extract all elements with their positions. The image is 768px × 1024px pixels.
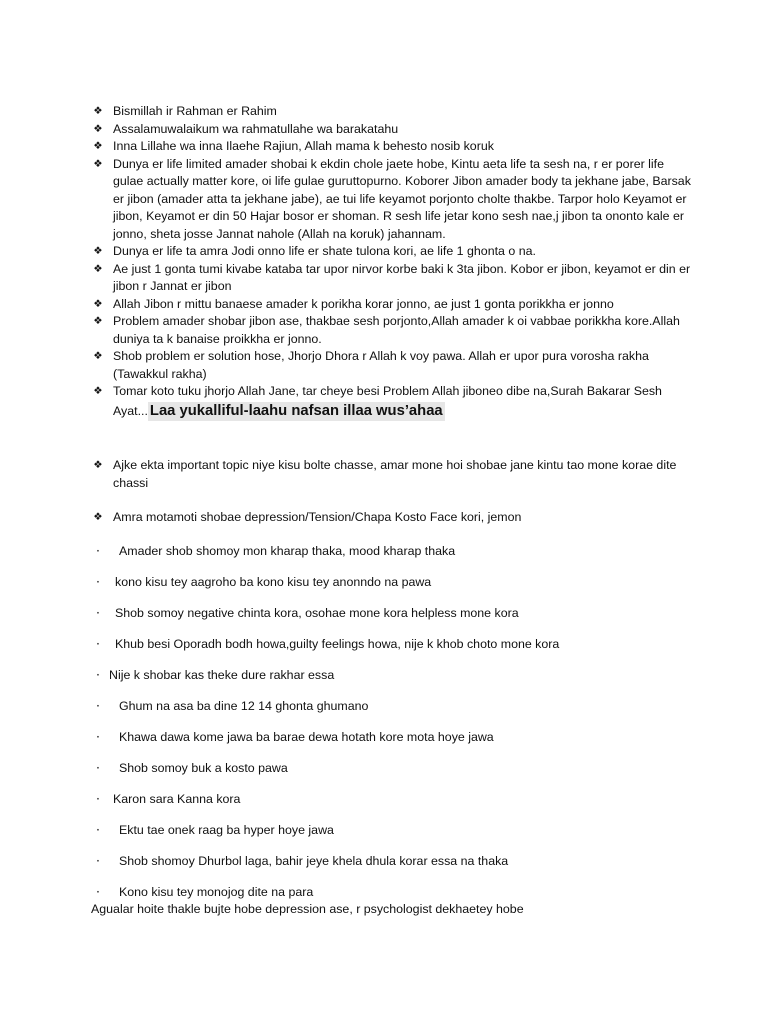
list-item-text: Ektu tae onek raag ba hyper hoye jawa bbox=[119, 823, 334, 837]
dot-bullet-icon: · bbox=[96, 822, 100, 837]
list-item-text: Amader shob shomoy mon kharap thaka, mood kharap thaka bbox=[119, 544, 456, 558]
dot-bullet-icon: · bbox=[96, 853, 100, 868]
dot-bullet-icon: · bbox=[96, 729, 100, 744]
dot-bullet-icon: · bbox=[96, 574, 100, 589]
list-item bbox=[91, 821, 691, 840]
list-item-text: Problem amader shobar jibon ase, thakbae sesh porjonto,Allah amader k oi vabbae porikkha kore.Allah duniya ta k banaise proikkha er jonno. bbox=[113, 314, 680, 346]
diamond-bullet-icon: ❖ bbox=[93, 385, 103, 397]
list-item bbox=[91, 313, 691, 348]
list-item-text: Ae just 1 gonta tumi kivabe kataba tar upor nirvor korbe baki k 3ta jibon. Kobor er jibon, keyamot er din er jibon r Jannat er jibon bbox=[113, 261, 691, 293]
dot-bullet-icon: · bbox=[96, 760, 100, 775]
list-item-text: Karon sara Kanna kora bbox=[113, 792, 241, 806]
list-item-text: Khawa dawa kome jawa ba barae dewa hotath kore mota hoye jawa bbox=[119, 730, 494, 744]
dot-bullet-icon: · bbox=[96, 884, 100, 899]
list-item-text: Tomar koto tuku jhorjo Allah Jane, tar cheye besi Problem Allah jiboneo dibe na,Surah Bakarar Sesh bbox=[113, 384, 662, 398]
list-item-text: Assalamuwalaikum wa rahmatullahe wa barakatahu bbox=[113, 121, 399, 136]
ayat-prefix: Ayat... bbox=[113, 403, 148, 418]
diamond-bullet-icon: ❖ bbox=[93, 105, 103, 117]
list-item bbox=[91, 852, 691, 871]
dot-bullet-icon: · bbox=[96, 543, 100, 558]
list-item-text: Shob somoy negative chinta kora, osohae mone kora helpless mone kora bbox=[115, 606, 519, 620]
list-item bbox=[91, 728, 691, 747]
list-item-ayat bbox=[91, 383, 691, 420]
list-item bbox=[91, 666, 691, 685]
diamond-bullet-icon: ❖ bbox=[93, 511, 103, 523]
list-item bbox=[91, 296, 691, 314]
list-item bbox=[91, 697, 691, 716]
diamond-bullet-icon: ❖ bbox=[93, 245, 103, 257]
ayat-highlight: Laa yukalliful-laahu nafsan illaa wus’ahaa bbox=[149, 402, 443, 419]
list-item-text: Inna Lillahe wa inna Ilaehe Rajiun, Allah mama k behesto nosib koruk bbox=[113, 139, 494, 153]
list-item-text: Ghum na asa ba dine 12 14 ghonta ghumano bbox=[119, 699, 369, 713]
top-bullet-list bbox=[91, 103, 691, 420]
list-item-text: Kono kisu tey monojog dite na para bbox=[119, 885, 314, 899]
diamond-bullet-icon: ❖ bbox=[93, 122, 103, 135]
list-item bbox=[91, 604, 691, 623]
list-item bbox=[91, 261, 691, 296]
dot-bullet-icon: · bbox=[96, 698, 100, 713]
dot-bullet-icon: · bbox=[96, 667, 100, 682]
list-item-text: Shob shomoy Dhurbol laga, bahir jeye khela dhula korar essa na thaka bbox=[119, 854, 509, 868]
ayat-line bbox=[113, 403, 445, 421]
diamond-bullet-icon: ❖ bbox=[93, 315, 103, 327]
list-item bbox=[91, 156, 691, 244]
list-item bbox=[91, 542, 691, 561]
diamond-bullet-icon: ❖ bbox=[93, 140, 103, 152]
list-item bbox=[91, 121, 691, 139]
dot-bullet-icon: · bbox=[96, 791, 100, 806]
diamond-bullet-icon: ❖ bbox=[93, 459, 103, 471]
list-item bbox=[91, 138, 691, 156]
list-item bbox=[91, 635, 691, 654]
list-item-text: Nije k shobar kas theke dure rakhar essa bbox=[109, 668, 335, 682]
list-item bbox=[91, 790, 691, 809]
closing-paragraph: Agualar hoite thakle bujte hobe depression ase, r psychologist dekhaetey hobe bbox=[91, 902, 524, 916]
list-item bbox=[91, 243, 691, 261]
list-item-text: Shob problem er solution hose, Jhorjo Dhora r Allah k voy pawa. Allah er upor pura vorosha rakha (Tawakkul rakha) bbox=[113, 349, 649, 381]
list-item-text: Khub besi Oporadh bodh howa,guilty feelings howa, nije k khob choto mone kora bbox=[115, 637, 560, 651]
diamond-bullet-icon: ❖ bbox=[93, 262, 103, 275]
list-item bbox=[91, 457, 713, 492]
list-item bbox=[91, 103, 691, 121]
list-item bbox=[91, 759, 691, 778]
list-item-text: Allah Jibon r mittu banaese amader k porikha korar jonno, ae just 1 gonta porikkha er jonno bbox=[113, 296, 614, 311]
diamond-bullet-icon: ❖ bbox=[93, 350, 103, 362]
dot-bullet-icon: · bbox=[96, 636, 100, 651]
list-item-text: Amra motamoti shobae depression/Tension/Chapa Kosto Face kori, jemon bbox=[113, 510, 522, 524]
diamond-bullet-icon: ❖ bbox=[93, 157, 103, 170]
dot-bullet-icon: · bbox=[96, 605, 100, 620]
list-item-text: Dunya er life ta amra Jodi onno life er shate tulona kori, ae life 1 ghonta o na. bbox=[113, 244, 536, 258]
list-item bbox=[91, 573, 691, 592]
list-item bbox=[91, 509, 713, 527]
list-item-text: kono kisu tey aagroho ba kono kisu tey anonndo na pawa bbox=[115, 575, 432, 589]
list-item-text: Shob somoy buk a kosto pawa bbox=[119, 761, 288, 775]
list-item bbox=[91, 348, 691, 383]
list-item-text: Dunya er life limited amader shobai k ekdin chole jaete hobe, Kintu aeta life ta sesh na, r er porer life gulae actually matter kore, oi life gulae guruttopurno. Koborer Jibon amader body ta jekhane jabe, Barsak er jibon (amader atta ta jekhane jabe), ae tui life keyamot porjonto cholte thakbe. Tarpor holo Keyamot er jibon, Keyamot er din 50 Hajar bosor er shoman. R sesh life jetar kono sesh nae,j jibon ta ononto kale er jonno, sheta josse Jannat nahole (Allah na koruk) jahannam. bbox=[113, 156, 691, 241]
diamond-bullet-icon: ❖ bbox=[93, 297, 103, 310]
list-item-text: Bismillah ir Rahman er Rahim bbox=[113, 104, 277, 118]
list-item-text: Ajke ekta important topic niye kisu bolte chasse, amar mone hoi shobae jane kintu tao mone korae dite chassi bbox=[113, 458, 677, 490]
list-item bbox=[91, 883, 691, 902]
